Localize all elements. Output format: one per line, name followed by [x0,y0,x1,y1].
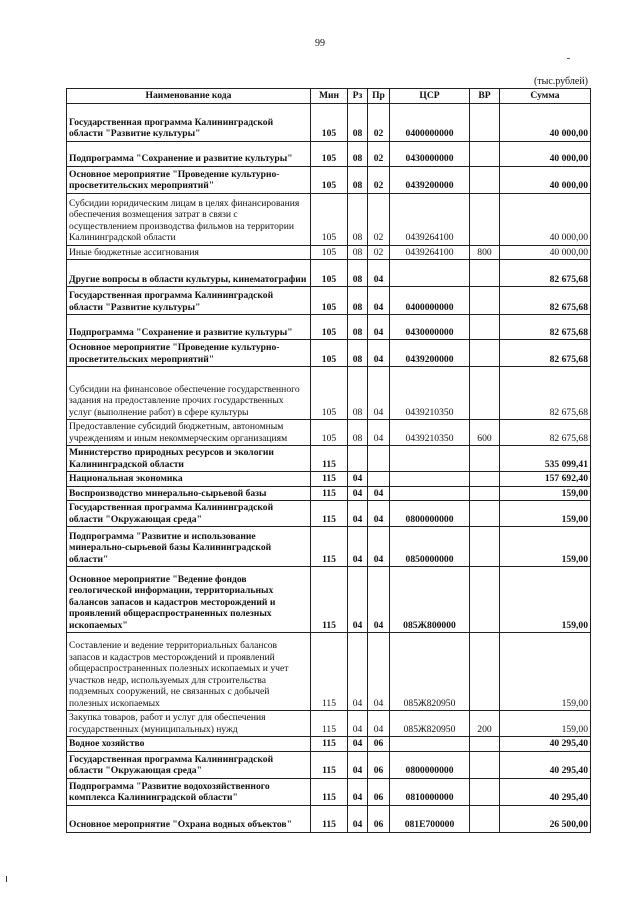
table-row [67,340,591,367]
table-row [67,778,591,805]
cell-pr: 06 [368,778,390,805]
table-row [67,501,591,527]
cell-rz: 08 [348,260,368,287]
cell-vr [470,472,500,487]
cell-pr: 04 [368,340,390,367]
cell-csr [390,260,470,287]
table-header-row [67,89,591,104]
cell-rz: 04 [348,633,368,711]
cell-pr [368,472,390,487]
cell-min: 115 [311,737,348,752]
cell-pr: 06 [368,805,390,832]
cell-min: 115 [311,501,348,527]
cell-min: 105 [311,193,348,245]
table-row [67,367,591,420]
cell-rz: 04 [348,527,368,567]
cell-pr: 06 [368,751,390,778]
cell-sum: 40 000,00 [500,166,591,193]
cell-vr [470,367,500,420]
cell-name: Подпрограмма "Развитие и использование минерально-сырьевой базы Калининградской области" [67,527,311,567]
scan-speck [567,58,570,59]
cell-rz: 08 [348,245,368,260]
cell-vr [470,166,500,193]
table-row [67,420,591,446]
cell-name: Воспроизводство минерально-сырьевой базы [67,486,311,501]
cell-csr: 0850000000 [390,527,470,567]
cell-csr [390,446,470,472]
header-name: Наименование кода [67,89,311,104]
cell-sum: 82 675,68 [500,287,591,315]
cell-vr [470,751,500,778]
cell-sum: 159,00 [500,567,591,633]
cell-csr: 0439210350 [390,367,470,420]
cell-rz: 04 [348,751,368,778]
cell-name: Подпрограмма "Сохранение и развитие культуры" [67,315,311,340]
table-row [67,472,591,487]
cell-name: Подпрограмма "Сохранение и развитие культуры" [67,141,311,166]
cell-sum: 40 000,00 [500,141,591,166]
cell-sum: 40 000,00 [500,245,591,260]
cell-pr: 04 [368,633,390,711]
cell-csr: 085Ж820950 [390,711,470,737]
cell-vr [470,103,500,141]
cell-min: 105 [311,141,348,166]
cell-rz: 08 [348,141,368,166]
cell-csr: 0430000000 [390,141,470,166]
table-row [67,527,591,567]
cell-rz: 08 [348,367,368,420]
cell-pr: 04 [368,287,390,315]
cell-rz: 04 [348,501,368,527]
cell-vr [470,633,500,711]
cell-pr: 04 [368,711,390,737]
cell-pr: 04 [368,260,390,287]
header-csr: ЦСР [390,89,470,104]
cell-min: 105 [311,315,348,340]
cell-sum: 26 500,00 [500,805,591,832]
table-row [67,103,591,141]
table-row [67,260,591,287]
cell-vr [470,260,500,287]
cell-sum: 82 675,68 [500,260,591,287]
cell-sum: 157 692,40 [500,472,591,487]
cell-min: 115 [311,446,348,472]
cell-sum: 159,00 [500,633,591,711]
cell-name: Субсидии юридическим лицам в целях финансирования обеспечения возмещения затрат в связи с осуществлением производства фильмов на территории Калининградской области [67,193,311,245]
cell-pr: 04 [368,486,390,501]
cell-min: 105 [311,103,348,141]
cell-rz: 08 [348,193,368,245]
cell-name: Основное мероприятие "Проведение культурно-просветительских мероприятий" [67,340,311,367]
cell-pr [368,446,390,472]
cell-csr: 085Ж800000 [390,567,470,633]
cell-name: Национальная экономика [67,472,311,487]
cell-vr [470,287,500,315]
cell-pr: 02 [368,245,390,260]
header-vr: ВР [470,89,500,104]
cell-min: 115 [311,711,348,737]
cell-name: Государственная программа Калининградской области "Окружающая среда" [67,501,311,527]
cell-csr [390,737,470,752]
cell-sum: 535 099,41 [500,446,591,472]
cell-min: 115 [311,527,348,567]
cell-sum: 82 675,68 [500,367,591,420]
cell-vr: 600 [470,420,500,446]
cell-csr: 0810000000 [390,778,470,805]
table-row [67,245,591,260]
cell-rz: 04 [348,567,368,633]
cell-name: Основное мероприятие "Охрана водных объектов" [67,805,311,832]
cell-rz: 08 [348,340,368,367]
header-sum: Сумма [500,89,591,104]
header-min: Мин [311,89,348,104]
cell-rz: 08 [348,315,368,340]
cell-min: 105 [311,367,348,420]
table-row [67,166,591,193]
cell-vr [470,193,500,245]
table-row [67,141,591,166]
cell-min: 105 [311,245,348,260]
cell-vr [470,446,500,472]
cell-name: Основное мероприятие "Проведение культурно-просветительских мероприятий" [67,166,311,193]
page-number: 99 [315,38,325,49]
cell-min: 115 [311,567,348,633]
cell-sum: 159,00 [500,711,591,737]
cell-sum: 159,00 [500,501,591,527]
cell-name: Государственная программа Калининградской области "Окружающая среда" [67,751,311,778]
table-row [67,805,591,832]
cell-sum: 40 295,40 [500,751,591,778]
cell-csr: 081E700000 [390,805,470,832]
cell-rz: 08 [348,166,368,193]
cell-name: Основное мероприятие "Ведение фондов геологической информации, территориальных балансов запасов и кадастров месторождений и проявлений общераспространенных полезных ископаемых" [67,567,311,633]
cell-rz: 08 [348,420,368,446]
cell-min: 115 [311,486,348,501]
cell-min: 105 [311,166,348,193]
table-row [67,633,591,711]
cell-rz: 04 [348,737,368,752]
cell-rz [348,446,368,472]
cell-vr [470,778,500,805]
cell-vr [470,737,500,752]
cell-min: 105 [311,287,348,315]
cell-min: 115 [311,633,348,711]
cell-pr: 02 [368,166,390,193]
cell-name: Иные бюджетные ассигнования [67,245,311,260]
cell-rz: 08 [348,287,368,315]
table-row [67,567,591,633]
cell-vr [470,527,500,567]
cell-min: 105 [311,260,348,287]
cell-vr [470,805,500,832]
cell-name: Подпрограмма "Развитие водохозяйственного комплекса Калининградской области" [67,778,311,805]
margin-mark [6,876,10,882]
cell-sum: 40 295,40 [500,778,591,805]
table-row [67,315,591,340]
cell-vr: 200 [470,711,500,737]
cell-csr: 0430000000 [390,315,470,340]
cell-sum: 40 000,00 [500,103,591,141]
cell-rz: 04 [348,711,368,737]
cell-pr: 04 [368,567,390,633]
cell-name: Другие вопросы в области культуры, кинематографии [67,260,311,287]
table-row [67,486,591,501]
cell-rz: 08 [348,103,368,141]
cell-min: 115 [311,778,348,805]
cell-pr: 06 [368,737,390,752]
cell-name: Государственная программа Калининградской области "Развитие культуры" [67,103,311,141]
cell-vr [470,486,500,501]
cell-csr: 085Ж820950 [390,633,470,711]
cell-vr [470,501,500,527]
cell-csr: 0439264100 [390,193,470,245]
cell-csr [390,472,470,487]
cell-name: Министерство природных ресурсов и экологии Калининградской области [67,446,311,472]
cell-pr: 02 [368,193,390,245]
cell-pr: 02 [368,103,390,141]
cell-csr: 0439210350 [390,420,470,446]
cell-csr: 0800000000 [390,751,470,778]
cell-pr: 04 [368,501,390,527]
cell-min: 105 [311,340,348,367]
table-row [67,751,591,778]
table-row [67,287,591,315]
budget-table [66,88,591,833]
cell-rz: 04 [348,472,368,487]
units-label: (тыс.рублей) [533,76,588,87]
cell-rz: 04 [348,486,368,501]
header-rz: Рз [348,89,368,104]
cell-vr [470,315,500,340]
cell-pr: 04 [368,527,390,567]
table-row [67,711,591,737]
cell-csr: 0439264100 [390,245,470,260]
cell-vr [470,340,500,367]
cell-csr: 0800000000 [390,501,470,527]
cell-sum: 40 295,40 [500,737,591,752]
cell-pr: 04 [368,367,390,420]
cell-pr: 04 [368,315,390,340]
cell-vr [470,567,500,633]
cell-pr: 04 [368,420,390,446]
table-row [67,737,591,752]
cell-csr: 0400000000 [390,103,470,141]
cell-name: Составление и ведение территориальных балансов запасов и кадастров месторождений и проявлений общераспространенных полезных ископаемых и учет участков недр, используемых для строительства подземных сооружений, не связанных с добычей полезных ископаемых [67,633,311,711]
cell-min: 115 [311,805,348,832]
cell-sum: 82 675,68 [500,420,591,446]
cell-min: 105 [311,420,348,446]
cell-vr: 800 [470,245,500,260]
cell-name: Государственная программа Калининградской области "Развитие культуры" [67,287,311,315]
cell-csr: 0439200000 [390,166,470,193]
cell-sum: 159,00 [500,486,591,501]
cell-rz: 04 [348,778,368,805]
cell-name: Закупка товаров, работ и услуг для обеспечения государственных (муниципальных) нужд [67,711,311,737]
cell-sum: 82 675,68 [500,340,591,367]
cell-name: Предоставление субсидий бюджетным, автономным учреждениям и иным некоммерческим организациям [67,420,311,446]
table-row [67,446,591,472]
cell-sum: 159,00 [500,527,591,567]
cell-rz: 04 [348,805,368,832]
cell-csr [390,486,470,501]
table-row [67,193,591,245]
cell-csr: 0400000000 [390,287,470,315]
cell-name: Субсидии на финансовое обеспечение государственного задания на предоставление прочих государственных услуг (выполнение работ) в сфере культуры [67,367,311,420]
cell-name: Водное хозяйство [67,737,311,752]
cell-vr [470,141,500,166]
cell-csr: 0439200000 [390,340,470,367]
cell-pr: 02 [368,141,390,166]
cell-sum: 82 675,68 [500,315,591,340]
cell-min: 115 [311,472,348,487]
cell-sum: 40 000,00 [500,193,591,245]
header-pr: Пр [368,89,390,104]
cell-min: 115 [311,751,348,778]
